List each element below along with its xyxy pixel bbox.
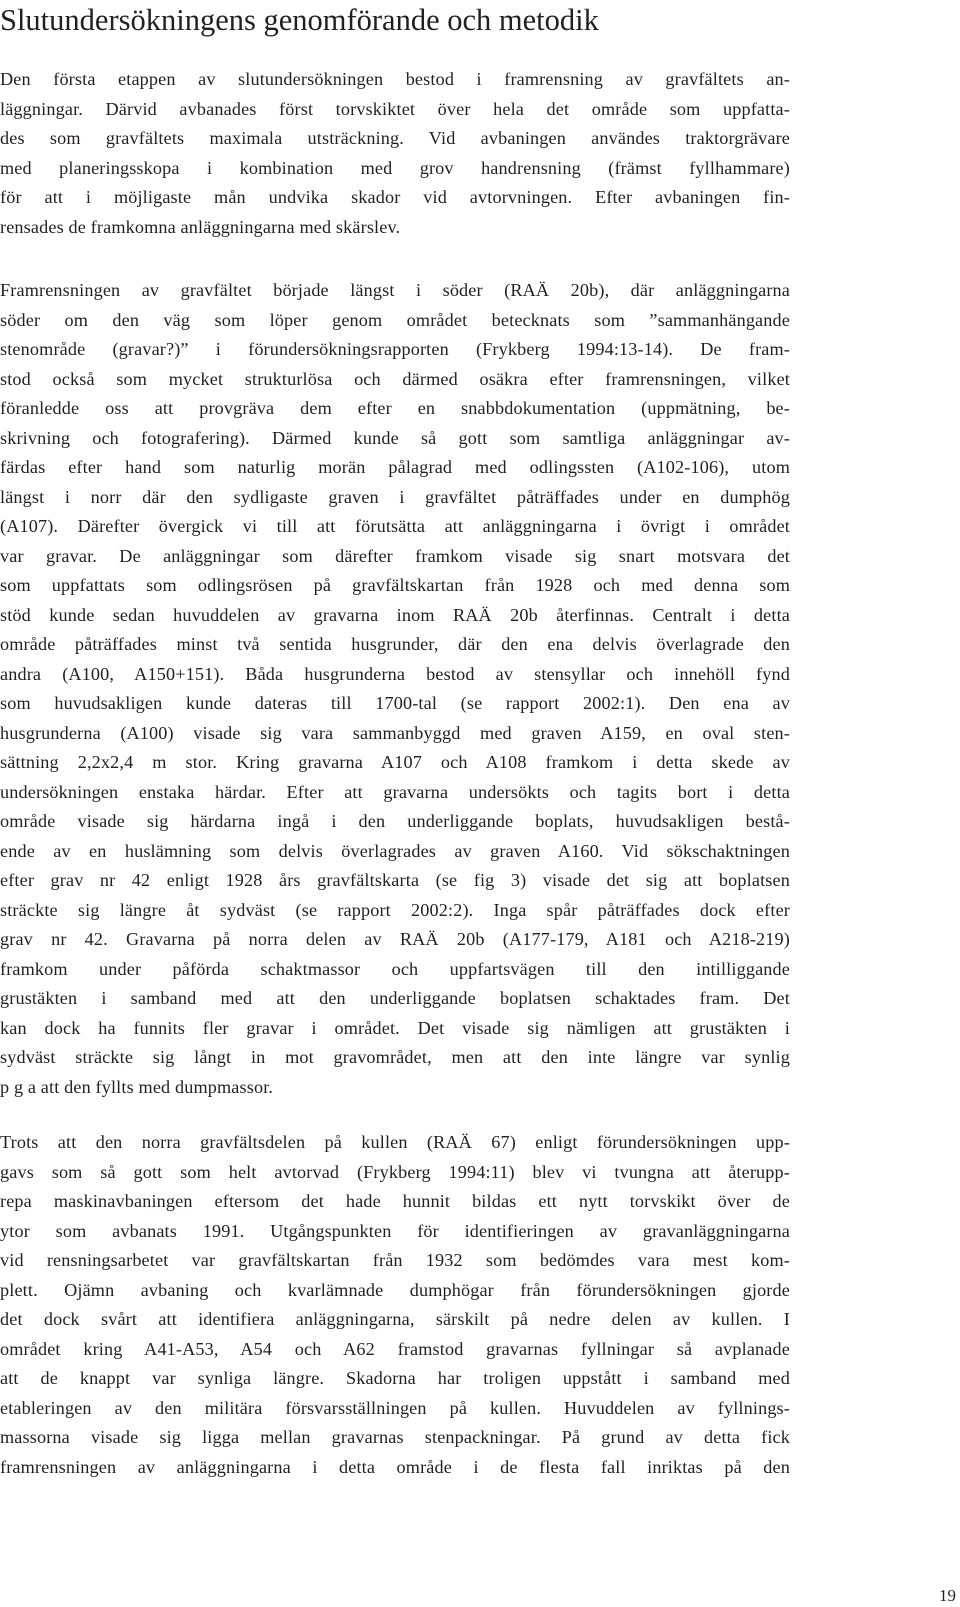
text-line: med planeringsskopa i kombination med grov handrensning (främst fyllhammare) bbox=[0, 157, 790, 178]
text-line: längst i norr där den sydligaste graven i gravfältet påträffades under en dumphög bbox=[0, 486, 790, 507]
text-line: undersökningen enstaka härdar. Efter att gravarna undersökts och tagits bort i detta bbox=[0, 781, 790, 802]
page-number: 19 bbox=[939, 1586, 956, 1605]
text-line: vid rensningsarbetet var gravfältskartan från 1932 som bedömdes vara mest kom- bbox=[0, 1250, 790, 1270]
paragraph-2 bbox=[0, 276, 790, 1102]
text-line: plett. Ojämn avbaning och kvarlämnade dumphögar från förundersökningen gjorde bbox=[0, 1279, 790, 1300]
text-line: grav nr 42. Gravarna på norra delen av RAÄ 20b (A177-179, A181 och A218-219) bbox=[0, 929, 790, 949]
page-title: Slutundersökningens genomförande och metodik bbox=[0, 3, 599, 37]
text-line: föranledde oss att provgräva dem efter en snabbdokumentation (uppmätning, be- bbox=[0, 398, 790, 418]
text-line: område visade sig härdarna ingå i den underliggande boplats, huvudsakligen bestå- bbox=[0, 811, 790, 831]
text-line: stenområde (gravar?)” i förundersökningsrapporten (Frykberg 1994:13-14). De fram- bbox=[0, 339, 790, 359]
text-line: skrivning och fotografering). Därmed kunde så gott som samtliga anläggningar av- bbox=[0, 427, 790, 448]
text-line: Den första etappen av slutundersökningen bestod i framrensning av gravfältets an- bbox=[0, 69, 790, 89]
text-line: sydväst sträckte sig långt in mot gravområdet, men att den inte längre var synlig bbox=[0, 1047, 790, 1067]
text-line: grustäkten i samband med att den underliggande boplatsen schaktades fram. Det bbox=[0, 988, 790, 1008]
text-line: husgrunderna (A100) visade sig vara sammanbyggd med graven A159, en oval sten- bbox=[0, 722, 790, 743]
text-line: sättning 2,2x2,4 m stor. Kring gravarna A107 och A108 framkom i detta skede av bbox=[0, 752, 790, 772]
text-line: framrensningen av anläggningarna i detta område i de flesta fall inriktas på den bbox=[0, 1456, 790, 1477]
paragraph-1 bbox=[0, 65, 790, 242]
text-line: området kring A41-A53, A54 och A62 framstod gravarnas fyllningar så avplanade bbox=[0, 1338, 790, 1359]
text-line: det dock svårt att identifiera anläggningarna, särskilt på nedre delen av kullen. I bbox=[0, 1309, 790, 1329]
text-line: kan dock ha funnits fler gravar i området. Det visade sig nämligen att grustäkten i bbox=[0, 1017, 790, 1038]
text-line: repa maskinavbaningen eftersom det hade hunnit bildas ett nytt torvskikt över de bbox=[0, 1191, 790, 1211]
text-line: som uppfattats som odlingsrösen på gravfältskartan från 1928 och med denna som bbox=[0, 575, 790, 595]
text-line: efter grav nr 42 enligt 1928 års gravfältskarta (se fig 3) visade det sig att boplatsen bbox=[0, 870, 790, 890]
text-line: färdas efter hand som naturlig morän pålagrad med odlingssten (A102-106), utom bbox=[0, 457, 790, 477]
text-line: läggningar. Därvid avbanades först torvskiktet över hela det område som uppfatta- bbox=[0, 98, 790, 119]
text-line: andra (A100, A150+151). Båda husgrunderna bestod av stensyllar och innehöll fynd bbox=[0, 663, 790, 684]
text-line: Trots att den norra gravfältsdelen på kullen (RAÄ 67) enligt förundersökningen upp- bbox=[0, 1132, 790, 1152]
text-line: rensades de framkomna anläggningarna med skärslev. bbox=[0, 216, 401, 237]
text-line: ende av en huslämning som delvis överlagrades av graven A160. Vid sökschaktningen bbox=[0, 840, 790, 861]
text-line: var gravar. De anläggningar som därefter framkom visade sig snart motsvara det bbox=[0, 545, 790, 566]
text-line: söder om den väg som löper genom området betecknats som ”sammanhängande bbox=[0, 309, 790, 330]
text-line: des som gravfältets maximala utsträckning. Vid avbaningen användes traktorgrävare bbox=[0, 128, 790, 148]
text-line: p g a att den fyllts med dumpmassor. bbox=[0, 1076, 274, 1097]
text-line: etableringen av den militära försvarsställningen på kullen. Huvuddelen av fyllnings- bbox=[0, 1397, 790, 1418]
text-line: som huvudsakligen kunde dateras till 1700-tal (se rapport 2002:1). Den ena av bbox=[0, 693, 790, 713]
text-line: framkom under påförda schaktmassor och uppfartsvägen till den intilliggande bbox=[0, 958, 790, 979]
text-line: Framrensningen av gravfältet började längst i söder (RAÄ 20b), där anläggningarna bbox=[0, 280, 790, 300]
text-line: (A107). Därefter övergick vi till att förutsätta att anläggningarna i övrigt i området bbox=[0, 516, 790, 536]
text-line: att de knappt var synliga längre. Skadorna har troligen uppstått i samband med bbox=[0, 1368, 790, 1388]
text-line: massorna visade sig ligga mellan gravarnas stenpackningar. På grund av detta fick bbox=[0, 1427, 790, 1447]
text-line: sträckte sig längre åt sydväst (se rapport 2002:2). Inga spår påträffades dock efter bbox=[0, 899, 790, 920]
text-line: ytor som avbanats 1991. Utgångspunkten för identifieringen av gravanläggningarna bbox=[0, 1220, 790, 1241]
text-line: stöd kunde sedan huvuddelen av gravarna inom RAÄ 20b återfinnas. Centralt i detta bbox=[0, 604, 790, 625]
text-line: stod också som mycket strukturlösa och därmed osäkra efter framrensningen, vilket bbox=[0, 368, 790, 389]
text-line: område påträffades minst två sentida husgrunder, där den ena delvis överlagrade den bbox=[0, 634, 790, 654]
text-line: gavs som så gott som helt avtorvad (Frykberg 1994:11) blev vi tvungna att återupp- bbox=[0, 1161, 790, 1182]
text-line: för att i möjligaste mån undvika skador vid avtorvningen. Efter avbaningen fin- bbox=[0, 187, 790, 207]
paragraph-3 bbox=[0, 1128, 790, 1482]
